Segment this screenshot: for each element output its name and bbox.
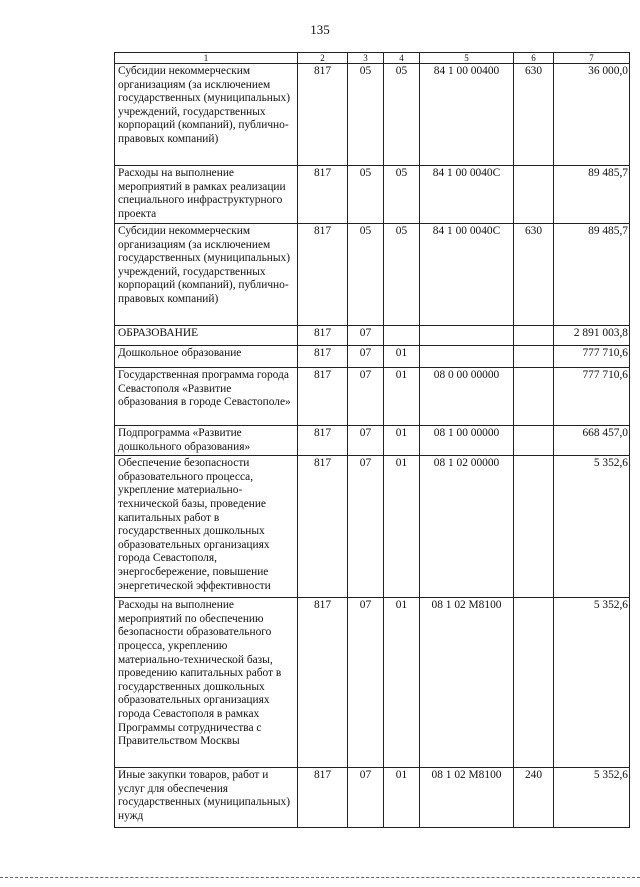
target-article-code: 84 1 00 0040С xyxy=(420,224,514,326)
row-name: Иные закупки товаров, работ и услуг для обеспечения государственных (муниципальных) нужд xyxy=(115,768,298,828)
target-article-code xyxy=(420,346,514,368)
row-name: Подпрограмма «Развитие дошкольного образования» xyxy=(115,426,298,456)
column-header: 5 xyxy=(420,53,514,64)
grbs-code: 817 xyxy=(298,326,348,346)
expense-type-code xyxy=(514,368,554,426)
expense-type-code xyxy=(514,598,554,768)
section-code: 07 xyxy=(348,456,384,598)
target-article-code: 08 0 00 00000 xyxy=(420,368,514,426)
table-row xyxy=(115,598,630,768)
budget-table xyxy=(114,52,630,828)
row-name: Обеспечение безопасности образовательного процесса, укрепление материально-технической базы, проведение капитальных работ в государственных дошкольных образовательных организациях города Севастополя, энергосбережение, повышение энергетической эффективности xyxy=(115,456,298,598)
column-number-row xyxy=(115,53,630,64)
grbs-code: 817 xyxy=(298,224,348,326)
table-row xyxy=(115,64,630,166)
expense-type-code xyxy=(514,166,554,224)
subsection-code: 01 xyxy=(384,368,420,426)
section-code: 05 xyxy=(348,166,384,224)
amount: 2 891 003,8 xyxy=(554,326,630,346)
expense-type-code: 630 xyxy=(514,64,554,166)
subsection-code: 01 xyxy=(384,346,420,368)
row-name: Расходы на выполнение мероприятий по обеспечению безопасности образовательного процесса, укреплению материально-технической базы, проведению капитальных работ в государственных дошкольных образовательных организациях города Севастополя в рамках Программы сотрудничества с Правительством Москвы xyxy=(115,598,298,768)
amount: 777 710,6 xyxy=(554,346,630,368)
amount: 89 485,7 xyxy=(554,224,630,326)
grbs-code: 817 xyxy=(298,768,348,828)
subsection-code: 01 xyxy=(384,598,420,768)
table-row xyxy=(115,166,630,224)
amount: 5 352,6 xyxy=(554,598,630,768)
section-code: 07 xyxy=(348,768,384,828)
table-row xyxy=(115,456,630,598)
target-article-code: 08 1 02 М8100 xyxy=(420,768,514,828)
section-code: 05 xyxy=(348,64,384,166)
target-article-code xyxy=(420,326,514,346)
column-header: 4 xyxy=(384,53,420,64)
section-code: 07 xyxy=(348,326,384,346)
expense-type-code: 630 xyxy=(514,224,554,326)
column-header: 1 xyxy=(115,53,298,64)
table-row xyxy=(115,326,630,346)
expense-type-code: 240 xyxy=(514,768,554,828)
row-name: Субсидии некоммерческим организациям (за исключением государственных (муниципальных) учреждений, государственных корпораций (компаний), публично-правовых компаний) xyxy=(115,224,298,326)
table-row xyxy=(115,768,630,828)
column-header: 6 xyxy=(514,53,554,64)
target-article-code: 84 1 00 00400 xyxy=(420,64,514,166)
grbs-code: 817 xyxy=(298,346,348,368)
expense-type-code xyxy=(514,346,554,368)
table-row xyxy=(115,368,630,426)
amount: 668 457,0 xyxy=(554,426,630,456)
grbs-code: 817 xyxy=(298,426,348,456)
table-row xyxy=(115,346,630,368)
subsection-code: 01 xyxy=(384,456,420,598)
column-header: 7 xyxy=(554,53,630,64)
target-article-code: 08 1 00 00000 xyxy=(420,426,514,456)
table-row xyxy=(115,426,630,456)
row-name: Дошкольное образование xyxy=(115,346,298,368)
subsection-code: 05 xyxy=(384,64,420,166)
subsection-code: 01 xyxy=(384,426,420,456)
section-code: 05 xyxy=(348,224,384,326)
target-article-code: 08 1 02 М8100 xyxy=(420,598,514,768)
table-row xyxy=(115,224,630,326)
amount: 5 352,6 xyxy=(554,456,630,598)
column-header: 3 xyxy=(348,53,384,64)
expense-type-code xyxy=(514,426,554,456)
page-number: 135 xyxy=(310,22,330,37)
subsection-code: 01 xyxy=(384,768,420,828)
section-code: 07 xyxy=(348,346,384,368)
row-name: Государственная программа города Севастополя «Развитие образования в городе Севастополе» xyxy=(115,368,298,426)
subsection-code: 05 xyxy=(384,224,420,326)
row-name: Расходы на выполнение мероприятий в рамках реализации специального инфраструктурного проекта xyxy=(115,166,298,224)
expense-type-code xyxy=(514,326,554,346)
row-name: ОБРАЗОВАНИЕ xyxy=(115,326,298,346)
page-bottom-edge xyxy=(0,877,640,878)
target-article-code: 08 1 02 00000 xyxy=(420,456,514,598)
section-code: 07 xyxy=(348,426,384,456)
subsection-code: 05 xyxy=(384,166,420,224)
amount: 36 000,0 xyxy=(554,64,630,166)
subsection-code xyxy=(384,326,420,346)
row-name: Субсидии некоммерческим организациям (за исключением государственных (муниципальных) учреждений, государственных корпораций (компаний), публично-правовых компаний) xyxy=(115,64,298,166)
amount: 5 352,6 xyxy=(554,768,630,828)
grbs-code: 817 xyxy=(298,456,348,598)
amount: 777 710,6 xyxy=(554,368,630,426)
grbs-code: 817 xyxy=(298,598,348,768)
expense-type-code xyxy=(514,456,554,598)
section-code: 07 xyxy=(348,368,384,426)
grbs-code: 817 xyxy=(298,64,348,166)
amount: 89 485,7 xyxy=(554,166,630,224)
target-article-code: 84 1 00 0040С xyxy=(420,166,514,224)
grbs-code: 817 xyxy=(298,166,348,224)
section-code: 07 xyxy=(348,598,384,768)
column-header: 2 xyxy=(298,53,348,64)
grbs-code: 817 xyxy=(298,368,348,426)
